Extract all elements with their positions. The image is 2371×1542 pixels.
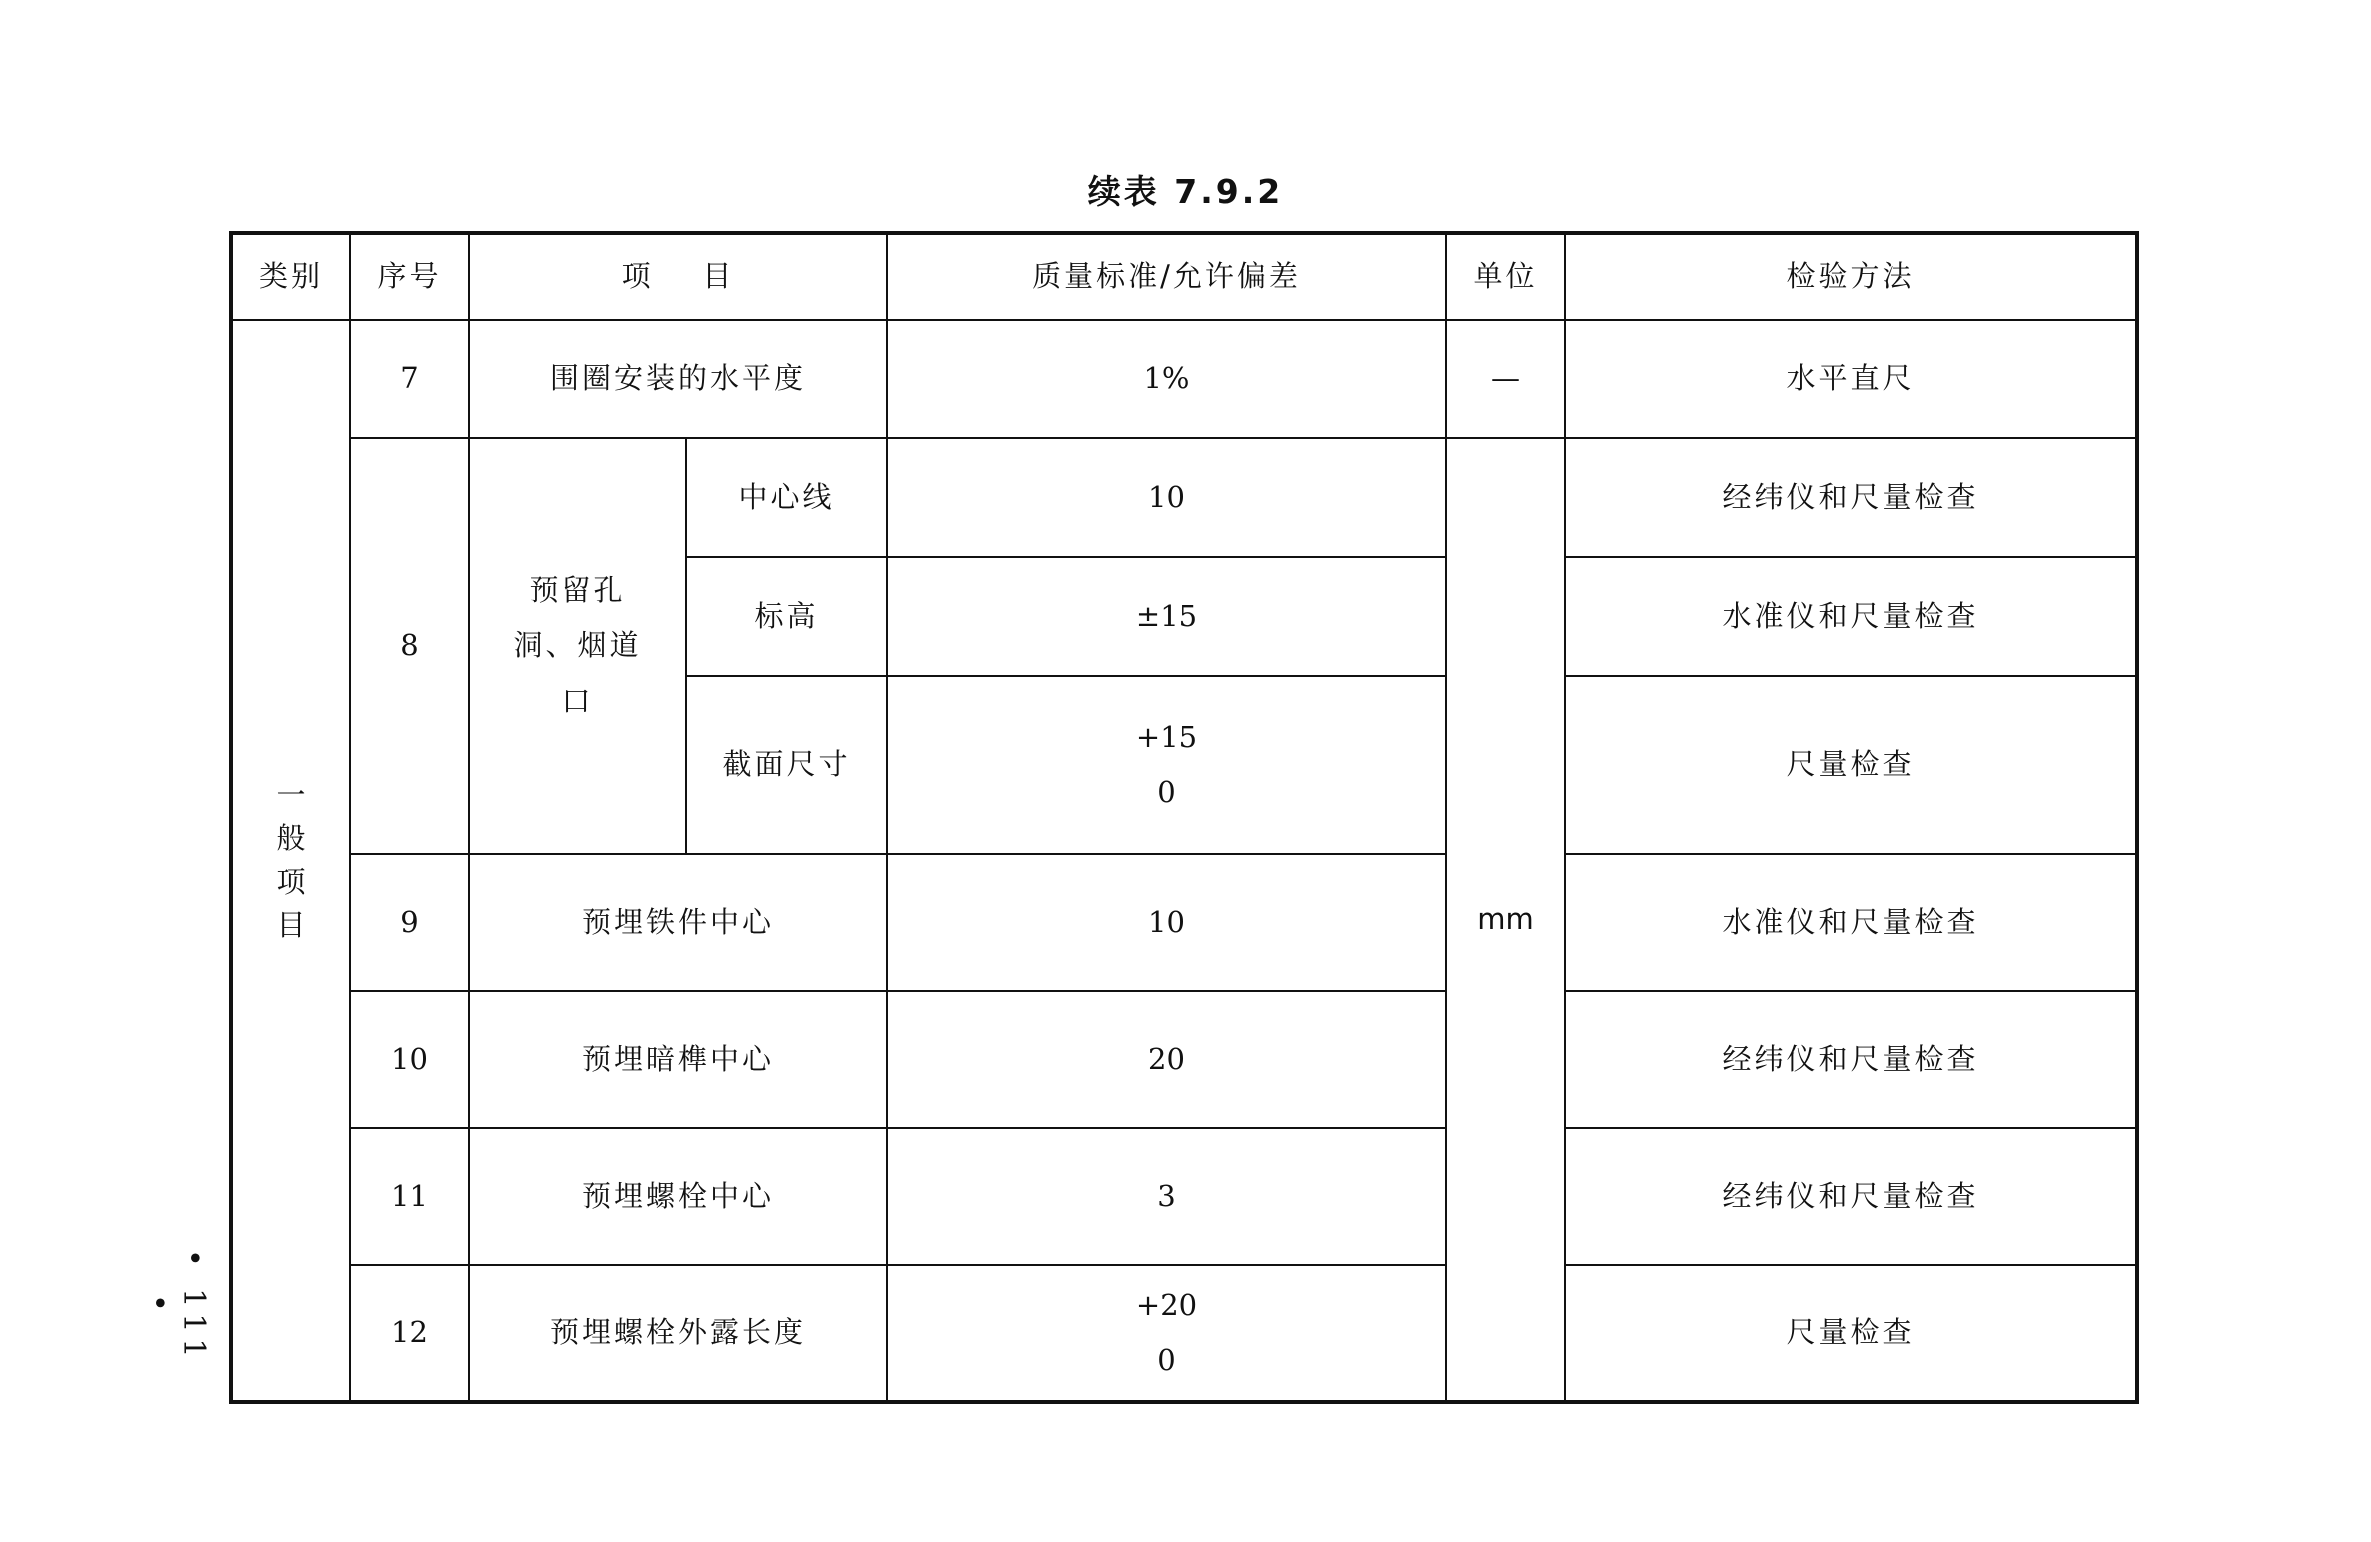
seq-cell: 10 — [350, 991, 469, 1128]
header-standard — [469, 233, 1446, 320]
standard-cell — [887, 1265, 1446, 1402]
table-row — [231, 438, 2137, 557]
table-row — [231, 1128, 2137, 1265]
header-standard-label: 质量标准/允许偏差 — [1032, 259, 1301, 294]
standard-cell: 10 — [887, 438, 1446, 557]
standard-cell: 20 — [887, 991, 1446, 1128]
item-cell: 预埋暗榫中心 — [469, 991, 887, 1128]
header-seq: 序号 — [350, 233, 469, 320]
table-row — [231, 320, 2137, 438]
method-cell: 经纬仪和尺量检查 — [1565, 991, 2137, 1128]
header-item: 项 目 — [470, 235, 888, 319]
item-cell: 围圈安装的水平度 — [469, 320, 887, 438]
standard-cell: ±15 — [887, 557, 1446, 676]
standard-upper: +15 — [1135, 719, 1198, 754]
header-method: 检验方法 — [1565, 233, 2137, 320]
standard-cell: 1% — [887, 320, 1446, 438]
table-row — [231, 1265, 2137, 1402]
method-cell: 水准仪和尺量检查 — [1565, 854, 2137, 991]
header-unit: 单位 — [1446, 233, 1565, 320]
unit-cell: — — [1446, 320, 1565, 438]
item-cell — [469, 438, 686, 854]
method-cell: 尺量检查 — [1565, 676, 2137, 854]
method-cell: 经纬仪和尺量检查 — [1565, 1128, 2137, 1265]
item-label: 预留孔洞、烟道口 — [513, 573, 642, 718]
method-cell: 水平直尺 — [1565, 320, 2137, 438]
category-cell — [231, 320, 350, 1402]
page-number: • 111 • — [141, 1248, 211, 1364]
header-row — [231, 233, 2137, 320]
header-category: 类别 — [231, 233, 350, 320]
item-cell: 预埋螺栓中心 — [469, 1128, 887, 1265]
unit-cell-shared: mm — [1446, 438, 1565, 1402]
seq-cell: 11 — [350, 1128, 469, 1265]
method-cell: 尺量检查 — [1565, 1265, 2137, 1402]
quality-standard-table — [229, 231, 2139, 1404]
subitem-cell: 标高 — [686, 557, 887, 676]
table-row — [231, 991, 2137, 1128]
category-label: 一般项目 — [276, 777, 309, 942]
seq-cell: 9 — [350, 854, 469, 991]
standard-upper: +20 — [1135, 1287, 1198, 1322]
standard-cell — [887, 676, 1446, 854]
standard-cell: 3 — [887, 1128, 1446, 1265]
standard-cell: 10 — [887, 854, 1446, 991]
seq-cell: 12 — [350, 1265, 469, 1402]
method-cell: 经纬仪和尺量检查 — [1565, 438, 2137, 557]
table-row — [231, 854, 2137, 991]
standard-lower: 0 — [1157, 775, 1176, 809]
subitem-cell: 中心线 — [686, 438, 887, 557]
seq-cell: 8 — [350, 438, 469, 854]
subitem-cell: 截面尺寸 — [686, 676, 887, 854]
item-cell: 预埋螺栓外露长度 — [469, 1265, 887, 1402]
method-cell: 水准仪和尺量检查 — [1565, 557, 2137, 676]
standard-lower: 0 — [1157, 1343, 1176, 1377]
table-caption: 续表 7.9.2 — [1087, 172, 1284, 211]
item-cell: 预埋铁件中心 — [469, 854, 887, 991]
seq-cell: 7 — [350, 320, 469, 438]
